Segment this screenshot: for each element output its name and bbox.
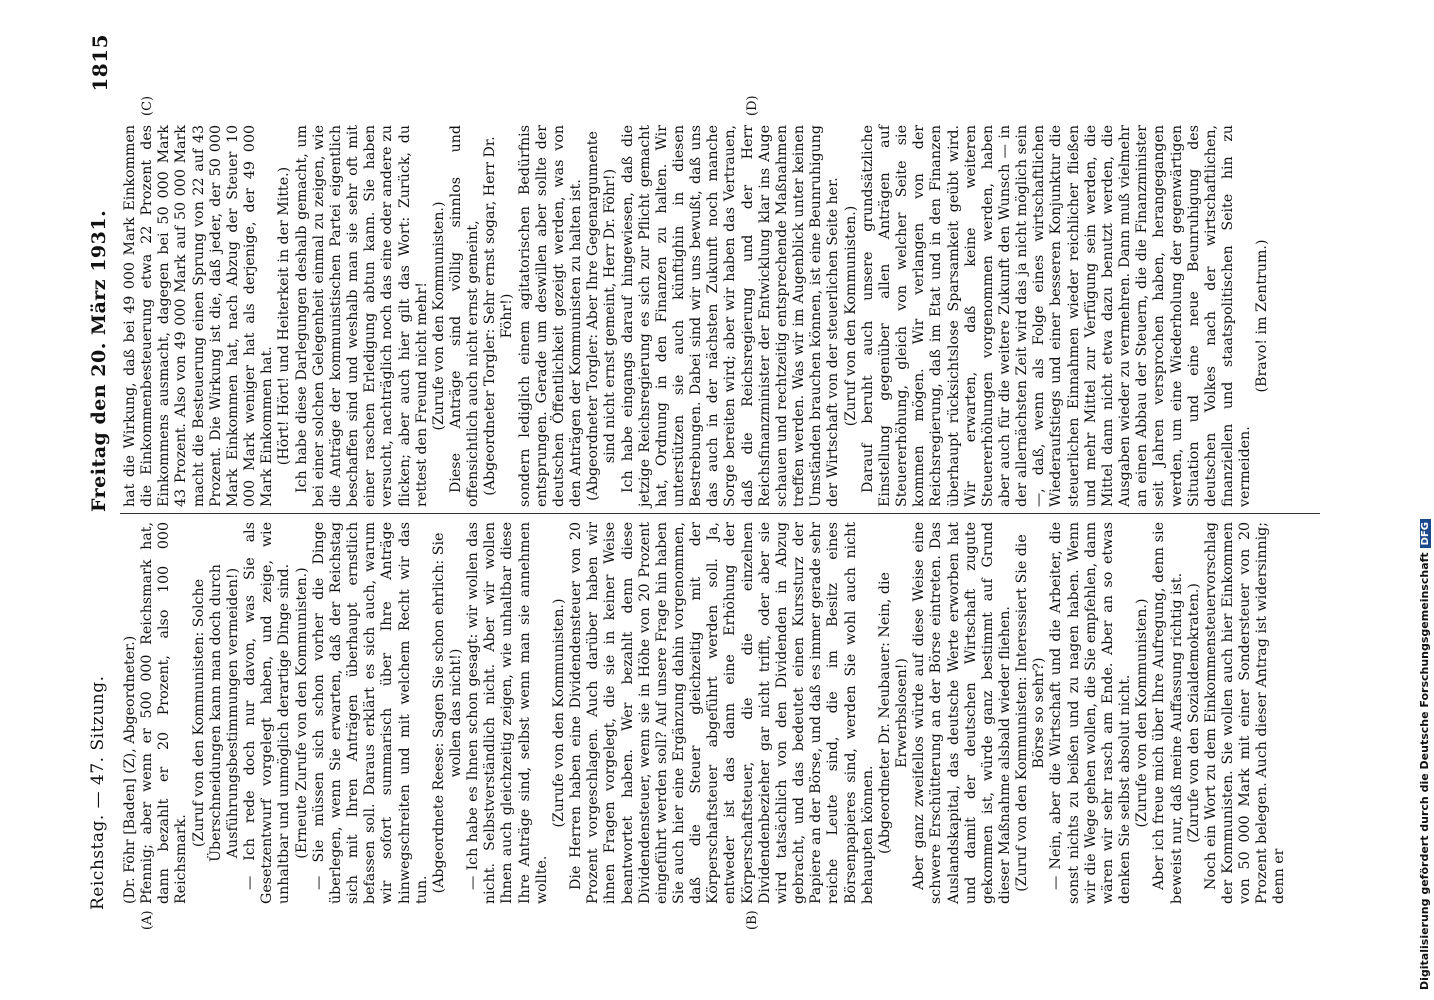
speech-paragraph: (Dr. Föhr [Baden] (Z), Abgeordneter.)	[122, 635, 138, 904]
running-header-left: Reichstag. — 47. Sitzung.	[88, 675, 108, 910]
interjection-paragraph: (Zuruf von den Kommunisten: Solche Überschneidungen kann man doch durch Ausführungsbestimmungen vermeiden!)	[190, 564, 241, 862]
speech-paragraph: Ich habe eingangs darauf hingewiesen, daß die jetzige Reichsregierung es sich zur Pflicht gemacht hat, Ordnung in den Finanzen zu halten. Wir unterstützen sie auch künftighin in diesen Bestrebungen. Dabei sind wir uns bewußt, daß uns das auch in der nächsten Zukunft noch manche Sorge bereiten wird; aber wir haben das Vertrauen, daß die Reichsregierung und der Herr Reichsfinanzminister der Entwicklung klar ins Auge schauen und rechtzeitig entsprechende Maßnahmen treffen werden. Was wir im Augenblick unter keinen Umständen brauchen können, ist eine Beunruhigung der Wirtschaft von der steuerlichen Seite her.	[619, 125, 842, 507]
speech-paragraph: Aber ganz zweifellos würde auf diese Weise eine schwere Erschütterung an der Börse eintreten. Das Auslandskapital, das deutsche Werte erworben hat und damit der deutschen Wirtschaft zugute gekommen ist, würde ganz bestimmt auf Grund dieser Maßnahme alsbald wieder fliehen.	[911, 522, 1013, 904]
interjection-paragraph: (Abgeordnete Reese: Sagen Sie schon ehrlich: Sie wollen das nicht!)	[430, 532, 464, 894]
speech-paragraph: — Nein, aber die Wirtschaft und die Arbeiter, die sonst nichts zu beißen und zu nagen haben. Wenn wir die Wege gehen wollen, die Sie empfehlen, dann wären wir sehr rasch am Ende. Aber an so etwas denken Sie selbst absolut nicht.	[1048, 522, 1134, 904]
interjection-paragraph: (Hört! Hört! und Heiterkeit in der Mitte.)	[276, 166, 293, 466]
interjection-paragraph: (Abgeordneter Dr. Neubauer: Nein, die Erwerbslosen!)	[876, 572, 911, 854]
speech-paragraph: Diese Anträge sind völlig sinnlos und offensichtlich auch nicht ernst gemeint,	[447, 125, 482, 507]
interjection-paragraph: (Zurufe von den Kommunisten.)	[1134, 598, 1151, 828]
speech-paragraph: Noch ein Wort zu dem Einkommensteuervorschlag der Kommunisten. Sie wollen auch hier Einkommen von 50 000 Mark mit einer Sondersteuer von 20 Prozent belegen. Auch dieser Antrag ist widersinnig; denn er	[1202, 522, 1288, 904]
speech-paragraph: — Ich habe es Ihnen schon gesagt: wir wollen das nicht. Selbstverständlich nicht. Aber wir wollen Ihnen auch gleichzeitig zeigen, wie unhaltbar diese Ihre Anträge sind, selbst wenn man sie annehmen wollte.	[465, 522, 550, 904]
margin-marker-c: (C)	[140, 95, 155, 116]
running-header-date: Freitag den 20. März 1931.	[88, 209, 110, 512]
interjection-paragraph: (Zuruf von den Kommunisten: Interessiert Sie die Börse so sehr?)	[1014, 534, 1048, 892]
page-number: 1815	[88, 34, 112, 92]
interjection-paragraph: (Zurufe von den Kommunisten.)	[550, 598, 567, 828]
speech-paragraph: hat die Wirkung, daß bei 49 000 Mark Einkommen die Einkommenbesteuerung etwa 22 Prozent des Einkommens ausmacht, dagegen bei 50 000 Mark 43 Prozent. Also von 49 000 Mark auf 50 000 Mark macht die Besteuerung einen Sprung von 22 auf 43 Prozent. Die Wirkung ist die, daß jeder, der 50 000 Mark Einkommen hat, nach Abzug der Steuer 10 000 Mark weniger hat als derjenige, der 49 000 Mark Einkommen hat.	[122, 125, 276, 507]
interjection-paragraph: (Bravo! im Zentrum.)	[1254, 239, 1271, 393]
dfg-logo: DFG	[1420, 519, 1431, 548]
interjection-paragraph: (Abgeordneter Torgler: Sehr ernst sogar, Herr Dr. Föhr!)	[482, 136, 516, 496]
interjection-paragraph: (Zurufe von den Sozialdemokraten.)	[1185, 583, 1202, 843]
interjection-paragraph: (Zurufe von den Kommunisten.)	[430, 201, 447, 431]
margin-marker-a: (A)	[140, 910, 155, 930]
digitization-text: Digitalisierung gefördert durch die Deutsche Forschungsgemeinschaft	[1418, 552, 1431, 990]
speech-paragraph: Pfennig; aber wenn er 500 000 Reichsmark hat, dann bezahlt er 20 Prozent, also 100 000 Reichsmark.	[139, 522, 190, 904]
margin-marker-b: (B)	[745, 910, 760, 930]
speech-paragraph: Ich habe diese Darlegungen deshalb gemacht, um bei einer solchen Gelegenheit einmal zu zeigen, wie die Anträge der kommunistischen Partei eigentlich beschaffen sind und weshalb man sie sehr oft mit einer raschen Erledigung abtun kann. Sie haben versucht, nachträglich noch das eine oder andere zu flicken; aber auch hier gilt das Wort: Zurück, du rettest den Freund nicht mehr!	[293, 125, 430, 507]
digitization-credit	[1418, 290, 1432, 990]
interjection-paragraph: (Zuruf von den Kommunisten.)	[842, 205, 859, 427]
column-divider	[120, 513, 1320, 514]
speech-paragraph: Aber ich freue mich über Ihre Aufregung, denn sie beweist nur, daß meine Auffassung richtig ist.	[1151, 522, 1185, 904]
interjection-paragraph: (Erneute Zurufe von den Kommunisten.)	[293, 567, 310, 859]
speech-paragraph: — Ich rede doch nur davon, was Sie als Gesetzentwurf vorgelegt haben, und zeige, wie unhaltbar und unmöglich derartige Dinge sind.	[242, 522, 293, 904]
right-text-column	[122, 125, 1271, 507]
speech-paragraph: Darauf beruht auch unsere grundsätzliche Einstellung gegenüber allen Anträgen auf Steuererhöhung, gleich von welcher Seite sie kommen mögen. Wir verlangen von der Reichsregierung, daß im Etat und in den Finanzen überhaupt rücksichtslose Sparsamkeit geübt wird. Wir erwarten, daß keine weiteren Steuererhöhungen vorgenommen werden, haben aber auch für die weitere Zukunft den Wunsch — in der allernächsten Zeit wird das ja nicht möglich sein —, daß, wenn als Folge eines wirtschaftlichen Wiederaufstiegs und einer besseren Konjunktur die steuerlichen Einnahmen wieder reichlicher fließen und mehr Mittel zur Verfügung sein werden, die Mittel dann nicht etwa dazu benutzt werden, die Ausgaben wieder zu vermehren. Dann muß vielmehr an einen Abbau der Steuern, die die Finanzminister seit Jahren versprochen haben, herangegangen werden, um eine Wiederholung der gegenwärtigen Situation und eine neue Beunruhigung des deutschen Volkes nach der wirtschaftlichen, finanziellen und staatspolitischen Seite hin zu vermeiden.	[859, 125, 1254, 507]
speech-paragraph: sondern lediglich einem agitatorischen Bedürfnis entsprungen. Gerade um deswillen aber sollte der deutschen Öffentlichkeit gezeigt werden, was von den Anträgen der Kommunisten zu halten ist.	[516, 125, 585, 507]
left-text-column	[122, 522, 1289, 904]
speech-paragraph: Die Herren haben eine Dividendensteuer von 20 Prozent vorgeschlagen. Auch darüber haben wir ihnen Fragen vorgelegt, die sie in keiner Weise beantwortet haben. Wer bezahlt denn diese Dividendensteuer, wenn sie in Höhe von 20 Prozent eingeführt werden soll? Auf unsere Frage hin haben Sie auch hier eine Ergänzung dahin vorgenommen, daß die Steuer gleichzeitig mit der Körperschaftsteuer abgeführt werden soll. Ja, entweder ist das dann eine Erhöhung der Körperschaftsteuer, die die einzelnen Dividendenbezieher gar nicht trifft, oder aber sie wird tatsächlich von den Dividenden in Abzug gebracht, und das bedeutet einen Kurssturz der Papiere an der Börse, und daß es immer gerade sehr reiche Leute sind, die im Besitz eines Börsenpapieres sind, werden Sie wohl auch nicht behaupten können.	[568, 522, 876, 904]
interjection-paragraph: (Abgeordneter Torgler: Aber Ihre Gegenargumente sind nicht ernst gemeint, Herr Dr. Föhr!)	[585, 131, 619, 501]
margin-marker-d: (D)	[745, 95, 760, 116]
speech-paragraph: — Sie müssen sich schon vorher die Dinge überlegen, wenn Sie erwarten, daß der Reichstag sich mit Ihren Anträgen überhaupt ernstlich befassen soll. Daraus erklärt es sich auch, warum wir sofort summarisch über Ihre Anträge hinwegschreiten und mit welchem Recht wir das tun.	[310, 522, 430, 904]
